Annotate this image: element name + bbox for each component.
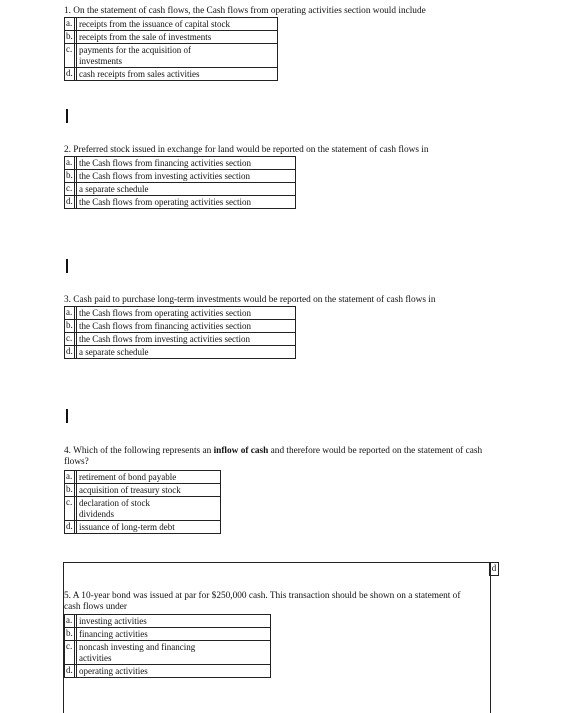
question-1-choices [64, 17, 278, 81]
choice-text: noncash investing and financing activities [76, 641, 232, 664]
choice-text: declaration of stock dividends [76, 497, 172, 520]
choice-d[interactable] [65, 520, 220, 533]
choice-text: retirement of bond payable [76, 471, 220, 483]
text-cursor [66, 109, 68, 123]
choice-text: receipts from the issuance of capital stock [76, 18, 277, 30]
choice-label: d. [65, 346, 75, 358]
choice-text: acquisition of treasury stock [76, 484, 220, 496]
question-4-text-start: 4. Which of the following represents an [64, 446, 214, 456]
choice-label: a. [65, 307, 75, 319]
choice-label: c. [65, 641, 75, 664]
choice-text: a separate schedule [76, 183, 295, 195]
choice-text: the Cash flows from operating activities section [76, 196, 257, 208]
choice-label: d. [65, 665, 75, 677]
choice-text: receipts from the sale of investments [76, 31, 277, 43]
choice-c[interactable] [65, 43, 277, 67]
choice-text: the Cash flows from investing activities section [76, 170, 295, 182]
question-5-choices [64, 614, 271, 678]
choice-c[interactable] [65, 640, 270, 664]
choice-d[interactable] [65, 345, 295, 358]
choice-b[interactable] [65, 319, 295, 332]
question-5-text: 5. A 10-year bond was issued at par for $250,000 cash. This transaction should be shown on a statement of cash flows under [64, 591, 461, 612]
question-3-choices [64, 306, 296, 359]
choice-label: c. [65, 497, 75, 520]
choice-label: b. [65, 31, 75, 43]
question-5-corner-mark: d [489, 562, 499, 576]
choice-b[interactable] [65, 30, 277, 43]
choice-d[interactable] [65, 195, 295, 208]
text-cursor [66, 259, 68, 273]
choice-c[interactable] [65, 182, 295, 195]
choice-label: c. [65, 333, 75, 345]
choice-label: d. [65, 68, 75, 80]
choice-text: the Cash flows from financing activities section [76, 320, 257, 332]
question-4-text [64, 446, 504, 468]
question-4-text-bold: inflow of cash [213, 446, 269, 456]
choice-text: cash receipts from sales activities [76, 68, 277, 80]
question-3-text: 3. Cash paid to purchase long-term investments would be reported on the statement of cash flows in [64, 295, 436, 305]
choice-text: operating activities [76, 665, 270, 677]
choice-label: b. [65, 628, 75, 640]
choice-a[interactable] [65, 18, 277, 30]
choice-c[interactable] [65, 332, 295, 345]
choice-a[interactable] [65, 471, 220, 483]
choice-text: issuance of long-term debt [76, 521, 220, 533]
choice-label: a. [65, 615, 75, 627]
choice-text: the Cash flows from operating activities section [76, 307, 257, 319]
choice-text: the Cash flows from financing activities section [76, 157, 257, 169]
choice-a[interactable] [65, 307, 295, 319]
choice-label: b. [65, 320, 75, 332]
choice-label: d. [65, 196, 75, 208]
choice-d[interactable] [65, 664, 270, 677]
choice-label: a. [65, 157, 75, 169]
choice-label: a. [65, 18, 75, 30]
choice-text: financing activities [76, 628, 270, 640]
choice-label: b. [65, 484, 75, 496]
choice-b[interactable] [65, 483, 220, 496]
choice-d[interactable] [65, 67, 277, 80]
choice-label: b. [65, 170, 75, 182]
question-1-text: 1. On the statement of cash flows, the Cash flows from operating activities section would include [64, 6, 426, 16]
choice-b[interactable] [65, 169, 295, 182]
question-4-choices [64, 470, 221, 534]
question-2-choices [64, 156, 296, 209]
text-cursor [66, 409, 68, 423]
choice-a[interactable] [65, 615, 270, 627]
choice-a[interactable] [65, 157, 295, 169]
choice-b[interactable] [65, 627, 270, 640]
question-4-text-end: and therefore would be reported on the statement of cash flows? [64, 446, 483, 467]
choice-text: a separate schedule [76, 346, 295, 358]
choice-text: investing activities [76, 615, 270, 627]
choice-label: c. [65, 44, 75, 67]
choice-text: the Cash flows from investing activities section [76, 333, 295, 345]
choice-label: c. [65, 183, 75, 195]
choice-label: d. [65, 521, 75, 533]
choice-label: a. [65, 471, 75, 483]
choice-text: payments for the acquisition of investments [76, 44, 222, 67]
question-2-text: 2. Preferred stock issued in exchange for land would be reported on the statement of cash flows in [64, 145, 429, 155]
choice-c[interactable] [65, 496, 220, 520]
